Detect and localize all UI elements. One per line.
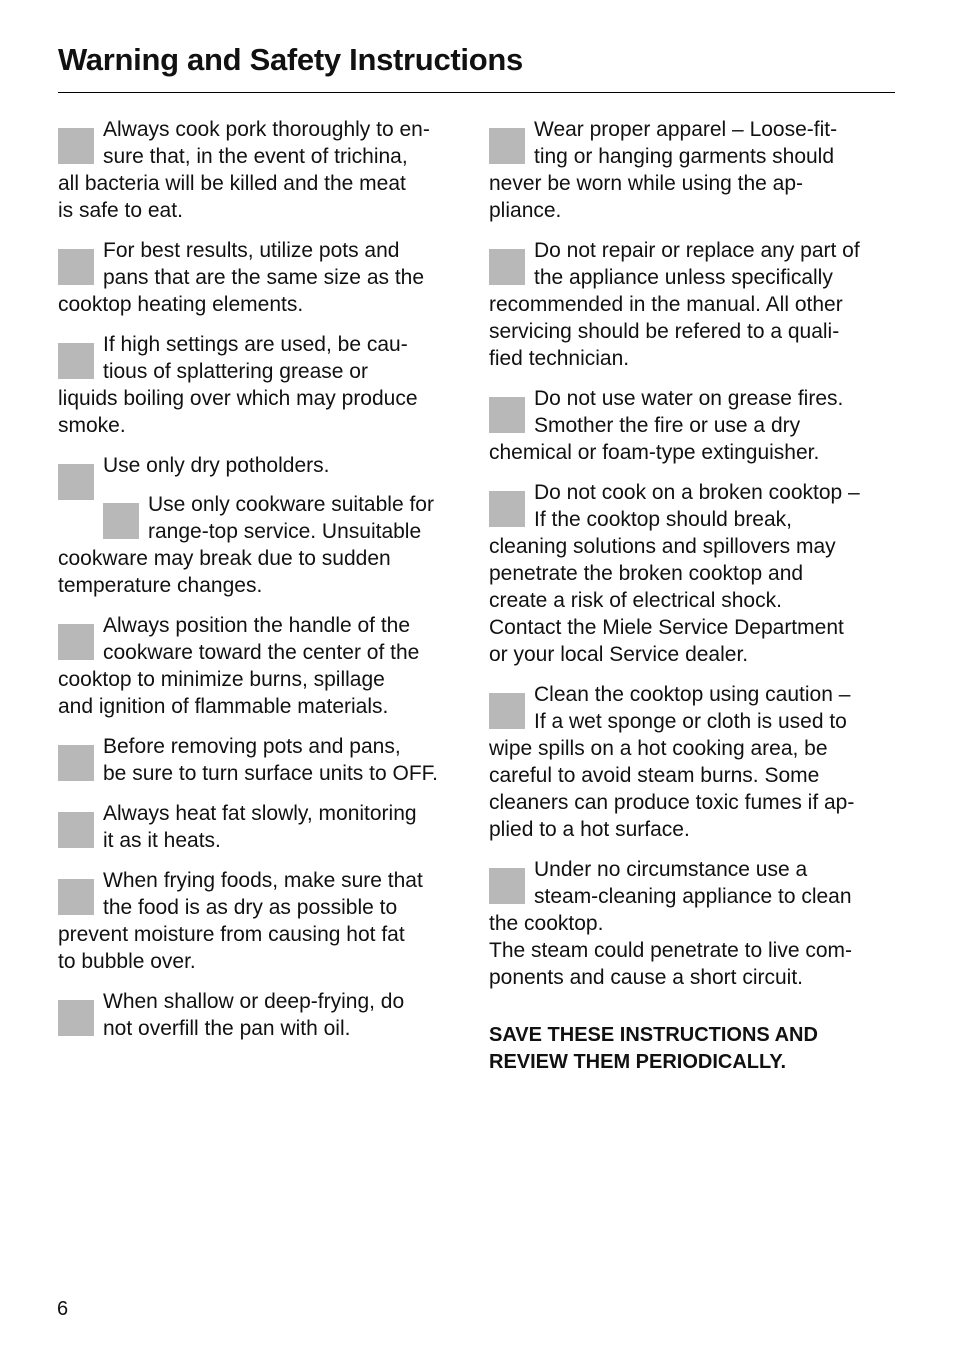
item-text: Before removing pots and pans, be sure to turn surface units to OFF.	[103, 735, 438, 785]
list-item	[489, 479, 897, 668]
list-item	[489, 681, 897, 843]
list-item	[489, 237, 897, 372]
list-item	[489, 385, 897, 466]
bullet-square-icon	[489, 868, 525, 904]
item-text: Use only cookware suitable for range-top service. Unsuitable cookware may break due to sudden temperature changes.	[58, 493, 434, 597]
list-item	[58, 612, 466, 720]
list-item	[58, 988, 466, 1042]
item-text: Do not use water on grease fires. Smother the fire or use a dry chemical or foam-type extinguisher.	[489, 387, 844, 464]
item-text: For best results, utilize pots and pans that are the same size as the cooktop heating elements.	[58, 239, 425, 316]
list-item	[58, 491, 466, 599]
page-number: 6	[57, 1298, 69, 1320]
list-item	[58, 331, 466, 439]
list-item	[58, 116, 466, 224]
list-item	[489, 856, 897, 991]
bullet-square-icon	[58, 249, 94, 285]
right-column	[489, 116, 897, 1076]
item-text: Always cook pork thoroughly to en- sure that, in the event of trichina, all bacteria will be killed and the meat is safe to eat.	[58, 118, 430, 222]
bullet-square-icon	[58, 343, 94, 379]
item-text: Do not cook on a broken cooktop – If the cooktop should break, cleaning solutions and spillovers may penetrate the broken cooktop and create a risk of electrical shock. Contact the Miele Service Department or your local Service dealer.	[489, 481, 860, 666]
list-item	[58, 800, 466, 854]
bullet-square-icon	[489, 693, 525, 729]
item-text: Wear proper apparel – Loose-fit- ting or hanging garments should never be worn while using the ap- pliance.	[489, 118, 838, 222]
bullet-square-icon	[489, 491, 525, 527]
bullet-square-icon	[489, 128, 525, 164]
bullet-square-icon	[489, 397, 525, 433]
item-text: Use only dry potholders.	[103, 454, 330, 477]
bullet-square-icon	[489, 249, 525, 285]
left-column	[58, 116, 466, 1055]
item-text: Do not repair or replace any part of the appliance unless specifically recommended in the manual. All other servicing should be refered to a quali- fied technician.	[489, 239, 860, 370]
item-text: Always position the handle of the cookware toward the center of the cooktop to minimize burns, spillage and ignition of flammable materials.	[58, 614, 420, 718]
item-text: When frying foods, make sure that the food is as dry as possible to prevent moisture from causing hot fat to bubble over.	[58, 869, 423, 973]
bullet-square-icon	[58, 128, 94, 164]
bullet-square-icon	[58, 812, 94, 848]
list-item	[58, 452, 466, 479]
bullet-square-icon	[58, 624, 94, 660]
bullet-square-icon	[103, 503, 139, 539]
list-item	[489, 116, 897, 224]
list-item	[58, 867, 466, 975]
item-text: When shallow or deep-frying, do not overfill the pan with oil.	[103, 990, 405, 1040]
item-text: Under no circumstance use a steam-cleaning appliance to clean the cooktop. The steam could penetrate to live com- ponents and cause a short circuit.	[489, 858, 853, 989]
bullet-square-icon	[58, 879, 94, 915]
item-text: If high settings are used, be cau- tious of splattering grease or liquids boiling over which may produce smoke.	[58, 333, 418, 437]
bullet-square-icon	[58, 745, 94, 781]
item-text: Always heat fat slowly, monitoring it as it heats.	[103, 802, 417, 852]
list-item	[58, 733, 466, 787]
item-text: Clean the cooktop using caution – If a wet sponge or cloth is used to wipe spills on a hot cooking area, be careful to avoid steam burns. Some cleaners can produce toxic fumes if ap- plied to a hot surface.	[489, 683, 855, 841]
page-title: Warning and Safety Instructions	[58, 42, 523, 77]
bullet-square-icon	[58, 1000, 94, 1036]
save-instructions-notice: SAVE THESE INSTRUCTIONS AND REVIEW THEM PERIODICALLY.	[489, 1024, 818, 1073]
list-item	[58, 237, 466, 318]
title-divider	[58, 92, 895, 93]
